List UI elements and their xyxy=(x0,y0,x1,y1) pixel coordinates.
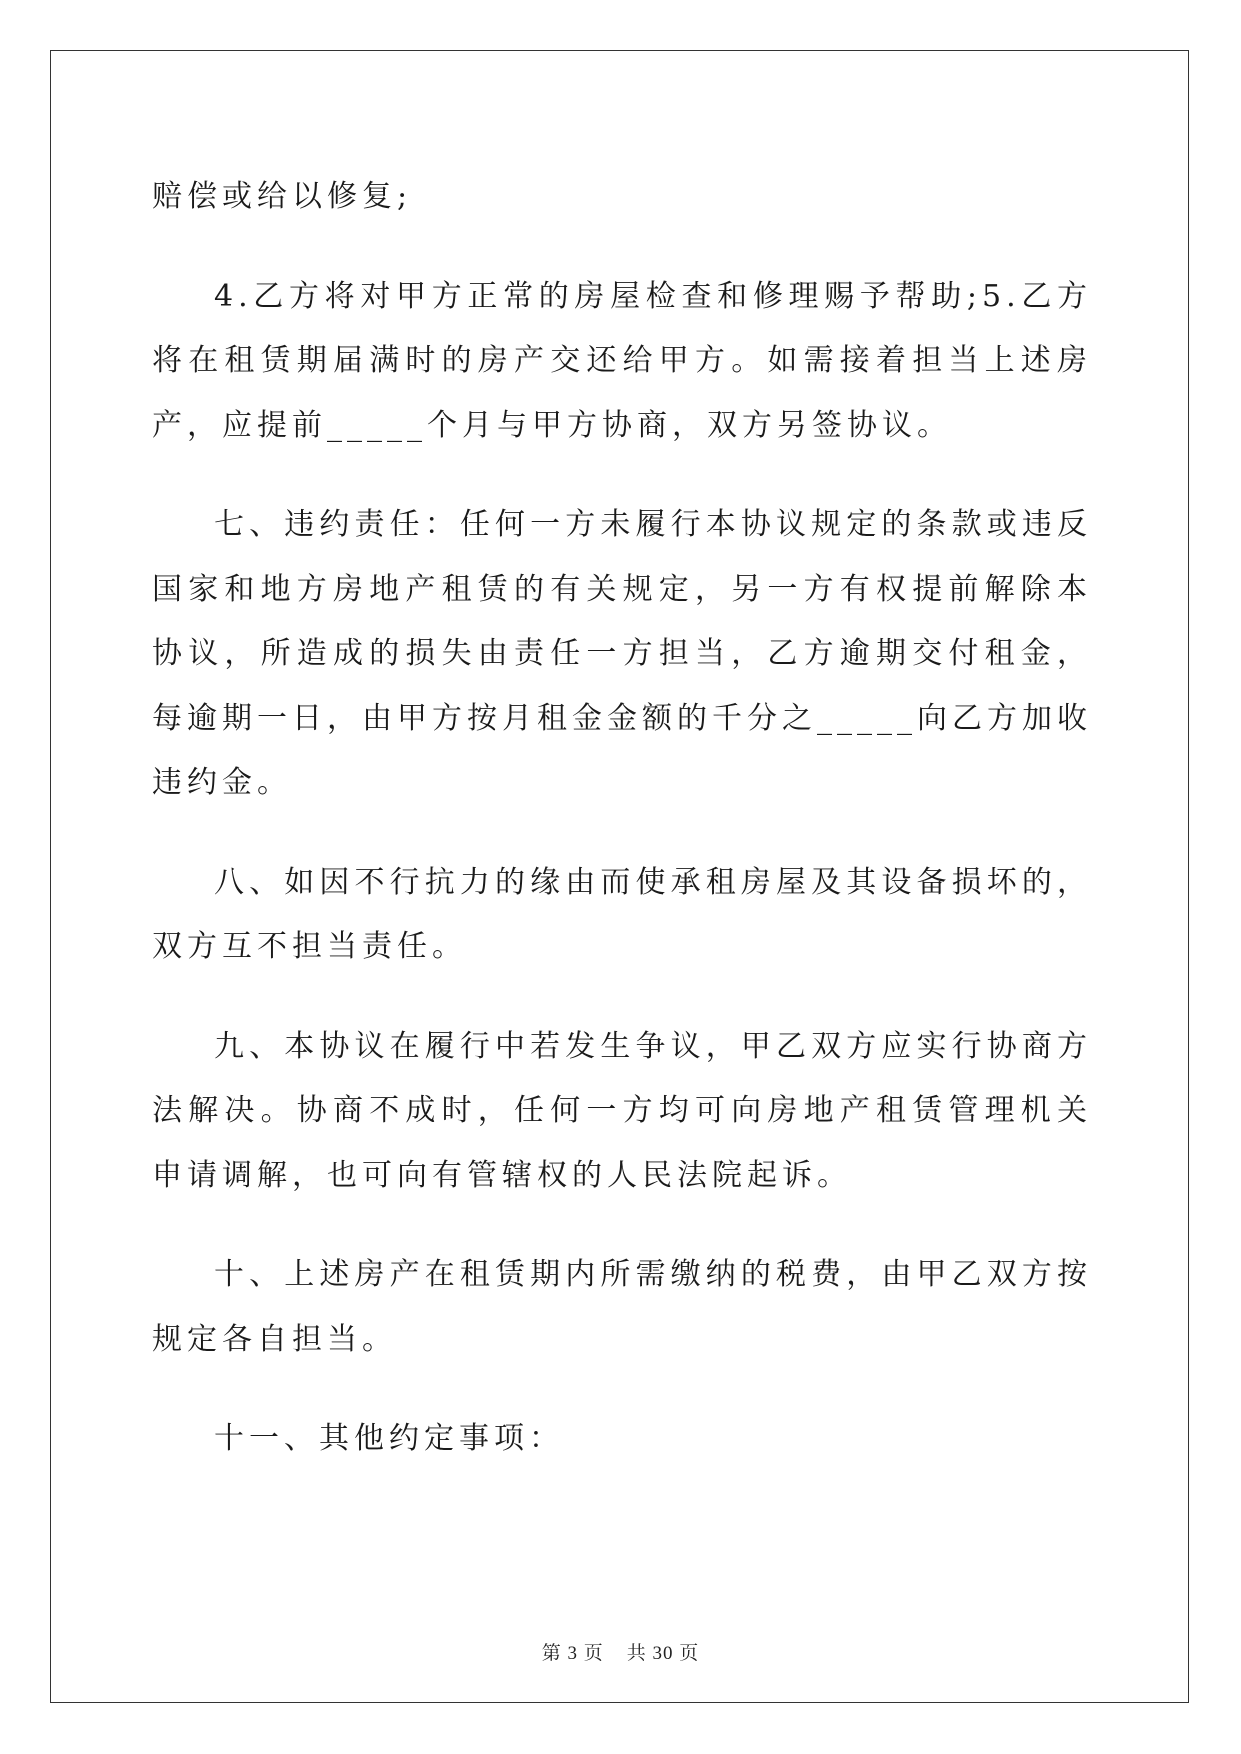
document-body xyxy=(152,165,1092,1507)
page-footer xyxy=(0,1638,1241,1665)
paragraph-continuation: 赔偿或给以修复; xyxy=(152,179,413,214)
current-page-label: 第 3 页 xyxy=(541,1643,604,1664)
total-pages-label: 共 30 页 xyxy=(626,1643,700,1664)
paragraph-clause-10: 十、上述房产在租赁期内所需缴纳的税费，由甲乙双方按规定各自担当。 xyxy=(152,1257,1092,1357)
paragraph-clause-8: 八、如因不行抗力的缘由而使承租房屋及其设备损坏的，双方互不担当责任。 xyxy=(152,864,1092,964)
paragraph-clause-9: 九、本协议在履行中若发生争议，甲乙双方应实行协商方法解决。协商不成时，任何一方均可向房地产租赁管理机关申请调解，也可向有管辖权的人民法院起诉。 xyxy=(152,1028,1092,1193)
paragraph-clause-7: 七、违约责任：任何一方未履行本协议规定的条款或违反国家和地方房地产租赁的有关规定，另一方有权提前解除本协议，所造成的损失由责任一方担当，乙方逾期交付租金，每逾期一日，由甲方按月租金金额的千分之_____向乙方加收违约金。 xyxy=(152,507,1092,800)
paragraph-clause-4-5: 4.乙方将对甲方正常的房屋检查和修理赐予帮助;5.乙方将在租赁期届满时的房产交还给甲方。如需接着担当上述房产，应提前_____个月与甲方协商，双方另签协议。 xyxy=(152,278,1092,443)
paragraph-clause-11: 十一、其他约定事项： xyxy=(214,1421,564,1456)
